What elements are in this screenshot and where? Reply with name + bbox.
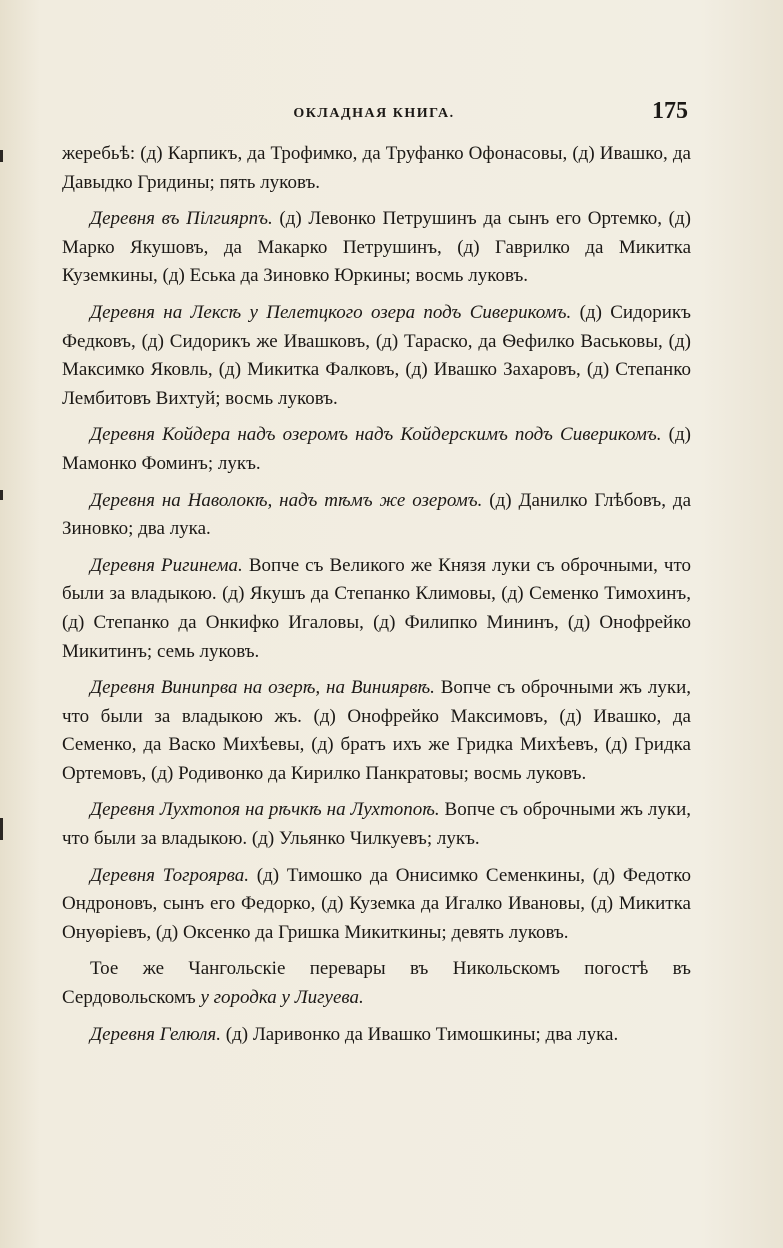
paragraph-text: Тое же Чангольскіе перевары въ Никольскомъ погостѣ въ Сердовольскомъ bbox=[62, 958, 691, 1009]
village-heading: Деревня въ Пілгиярпъ. bbox=[90, 208, 273, 230]
paragraph-text: жеребьѣ: (д) Карпикъ, да Трофимко, да Труфанко Офонасовы, (д) Ивашко, да Давыдко Гридины; пять луковъ. bbox=[62, 143, 691, 193]
paragraph-10 bbox=[62, 955, 691, 1012]
page-header bbox=[60, 98, 688, 128]
paragraph-italic-tail: у городка у Лигуева. bbox=[200, 987, 364, 1009]
paragraph-text: Вопче съ оброчными жъ луки, что были за владыкою. (д) Ульянко Чилкуевъ; лукъ. bbox=[62, 799, 691, 850]
paragraph-6 bbox=[62, 552, 691, 666]
paragraph-text: (д) Мамонко Фоминъ; лукъ. bbox=[62, 424, 691, 474]
village-heading: Деревня Винипрва на озерѣ, на Виниярвѣ. bbox=[90, 677, 435, 699]
margin-mark bbox=[0, 150, 3, 162]
paragraph-5 bbox=[62, 487, 691, 544]
paragraph-text: (д) Сидорикъ Федковъ, (д) Сидорикъ же Ивашковъ, (д) Тараско, да Ѳефилко Васьковы, (д) Максимко Яковль, (д) Микитка Фалковъ, (д) Ивашко Захаровъ, (д) Степанко Лембитовъ Вихтуй; восмь луковъ. bbox=[62, 301, 691, 409]
paragraph-7 bbox=[62, 674, 691, 788]
village-heading: Деревня на Лексѣ у Пелетцкого озера подъ Сиверикомъ. bbox=[90, 301, 572, 323]
margin-mark bbox=[0, 818, 3, 840]
page-number: 175 bbox=[652, 98, 688, 124]
running-title: ОКЛАДНАЯ КНИГА. bbox=[293, 106, 455, 121]
paragraph-text: (д) Ларивонко да Ивашко Тимошкины; два лука. bbox=[221, 1023, 619, 1045]
paragraph-1 bbox=[62, 140, 691, 197]
paragraph-11 bbox=[62, 1021, 691, 1050]
paragraph-4 bbox=[62, 421, 691, 478]
paragraph-text: (д) Тимошко да Онисимко Семенкины, (д) Федотко Ондроновъ, сынъ его Федорко, (д) Куземка да Игалко Ивановы, (д) Микитка Онуѳріевъ, (д) Оксенко да Гришка Микиткины; девять луковъ. bbox=[62, 864, 692, 943]
paragraph-8 bbox=[62, 796, 691, 853]
paragraph-text: Вопче съ оброчными жъ луки, что были за владыкою жъ. (д) Онофрейко Максимовъ, (д) Ивашко, да Семенко, да Васко Михѣевы, (д) братъ ихъ же Гридка Михѣевъ, (д) Гридка Ортемовъ, (д) Родивонко да Кирилко Панкратовы; восмь луковъ. bbox=[62, 677, 692, 784]
village-heading: Деревня Гелюля. bbox=[90, 1023, 221, 1045]
paragraph-text: (д) Левонко Петрушинъ да сынъ его Ортемко, (д) Марко Якушовъ, да Макарко Петрушинъ, (д) Гаврилко да Микитка Куземкины, (д) Еська да Зиновко Юркины; восмь луковъ. bbox=[62, 208, 691, 287]
village-heading: Деревня Ригинема. bbox=[90, 554, 243, 576]
paragraph-text: (д) Данилко Глѣбовъ, да Зиновко; два лука. bbox=[62, 489, 692, 540]
paragraph-3 bbox=[62, 299, 691, 413]
paragraph-text: Вопче съ Великого же Князя луки съ оброчными, что были за владыкою. (д) Якушъ да Степанко Климовы, (д) Семенко Тимохинъ, (д) Степанко да Онкифко Игаловы, (д) Филипко Мининъ, (д) Онофрейко Микитинъ; семь луковъ. bbox=[62, 554, 691, 662]
page-body bbox=[62, 140, 691, 1057]
village-heading: Деревня на Наволокѣ, надъ тѣмъ же озеромъ. bbox=[90, 489, 483, 511]
village-heading: Деревня Лухтопоя на рѣчкѣ на Лухтопоѣ. bbox=[90, 799, 440, 821]
paragraph-2 bbox=[62, 205, 691, 291]
margin-mark bbox=[0, 490, 3, 500]
village-heading: Деревня Тогроярва. bbox=[90, 864, 249, 886]
village-heading: Деревня Койдера надъ озеромъ надъ Койдерскимъ подъ Сиверикомъ. bbox=[90, 424, 662, 446]
paragraph-9 bbox=[62, 862, 691, 948]
